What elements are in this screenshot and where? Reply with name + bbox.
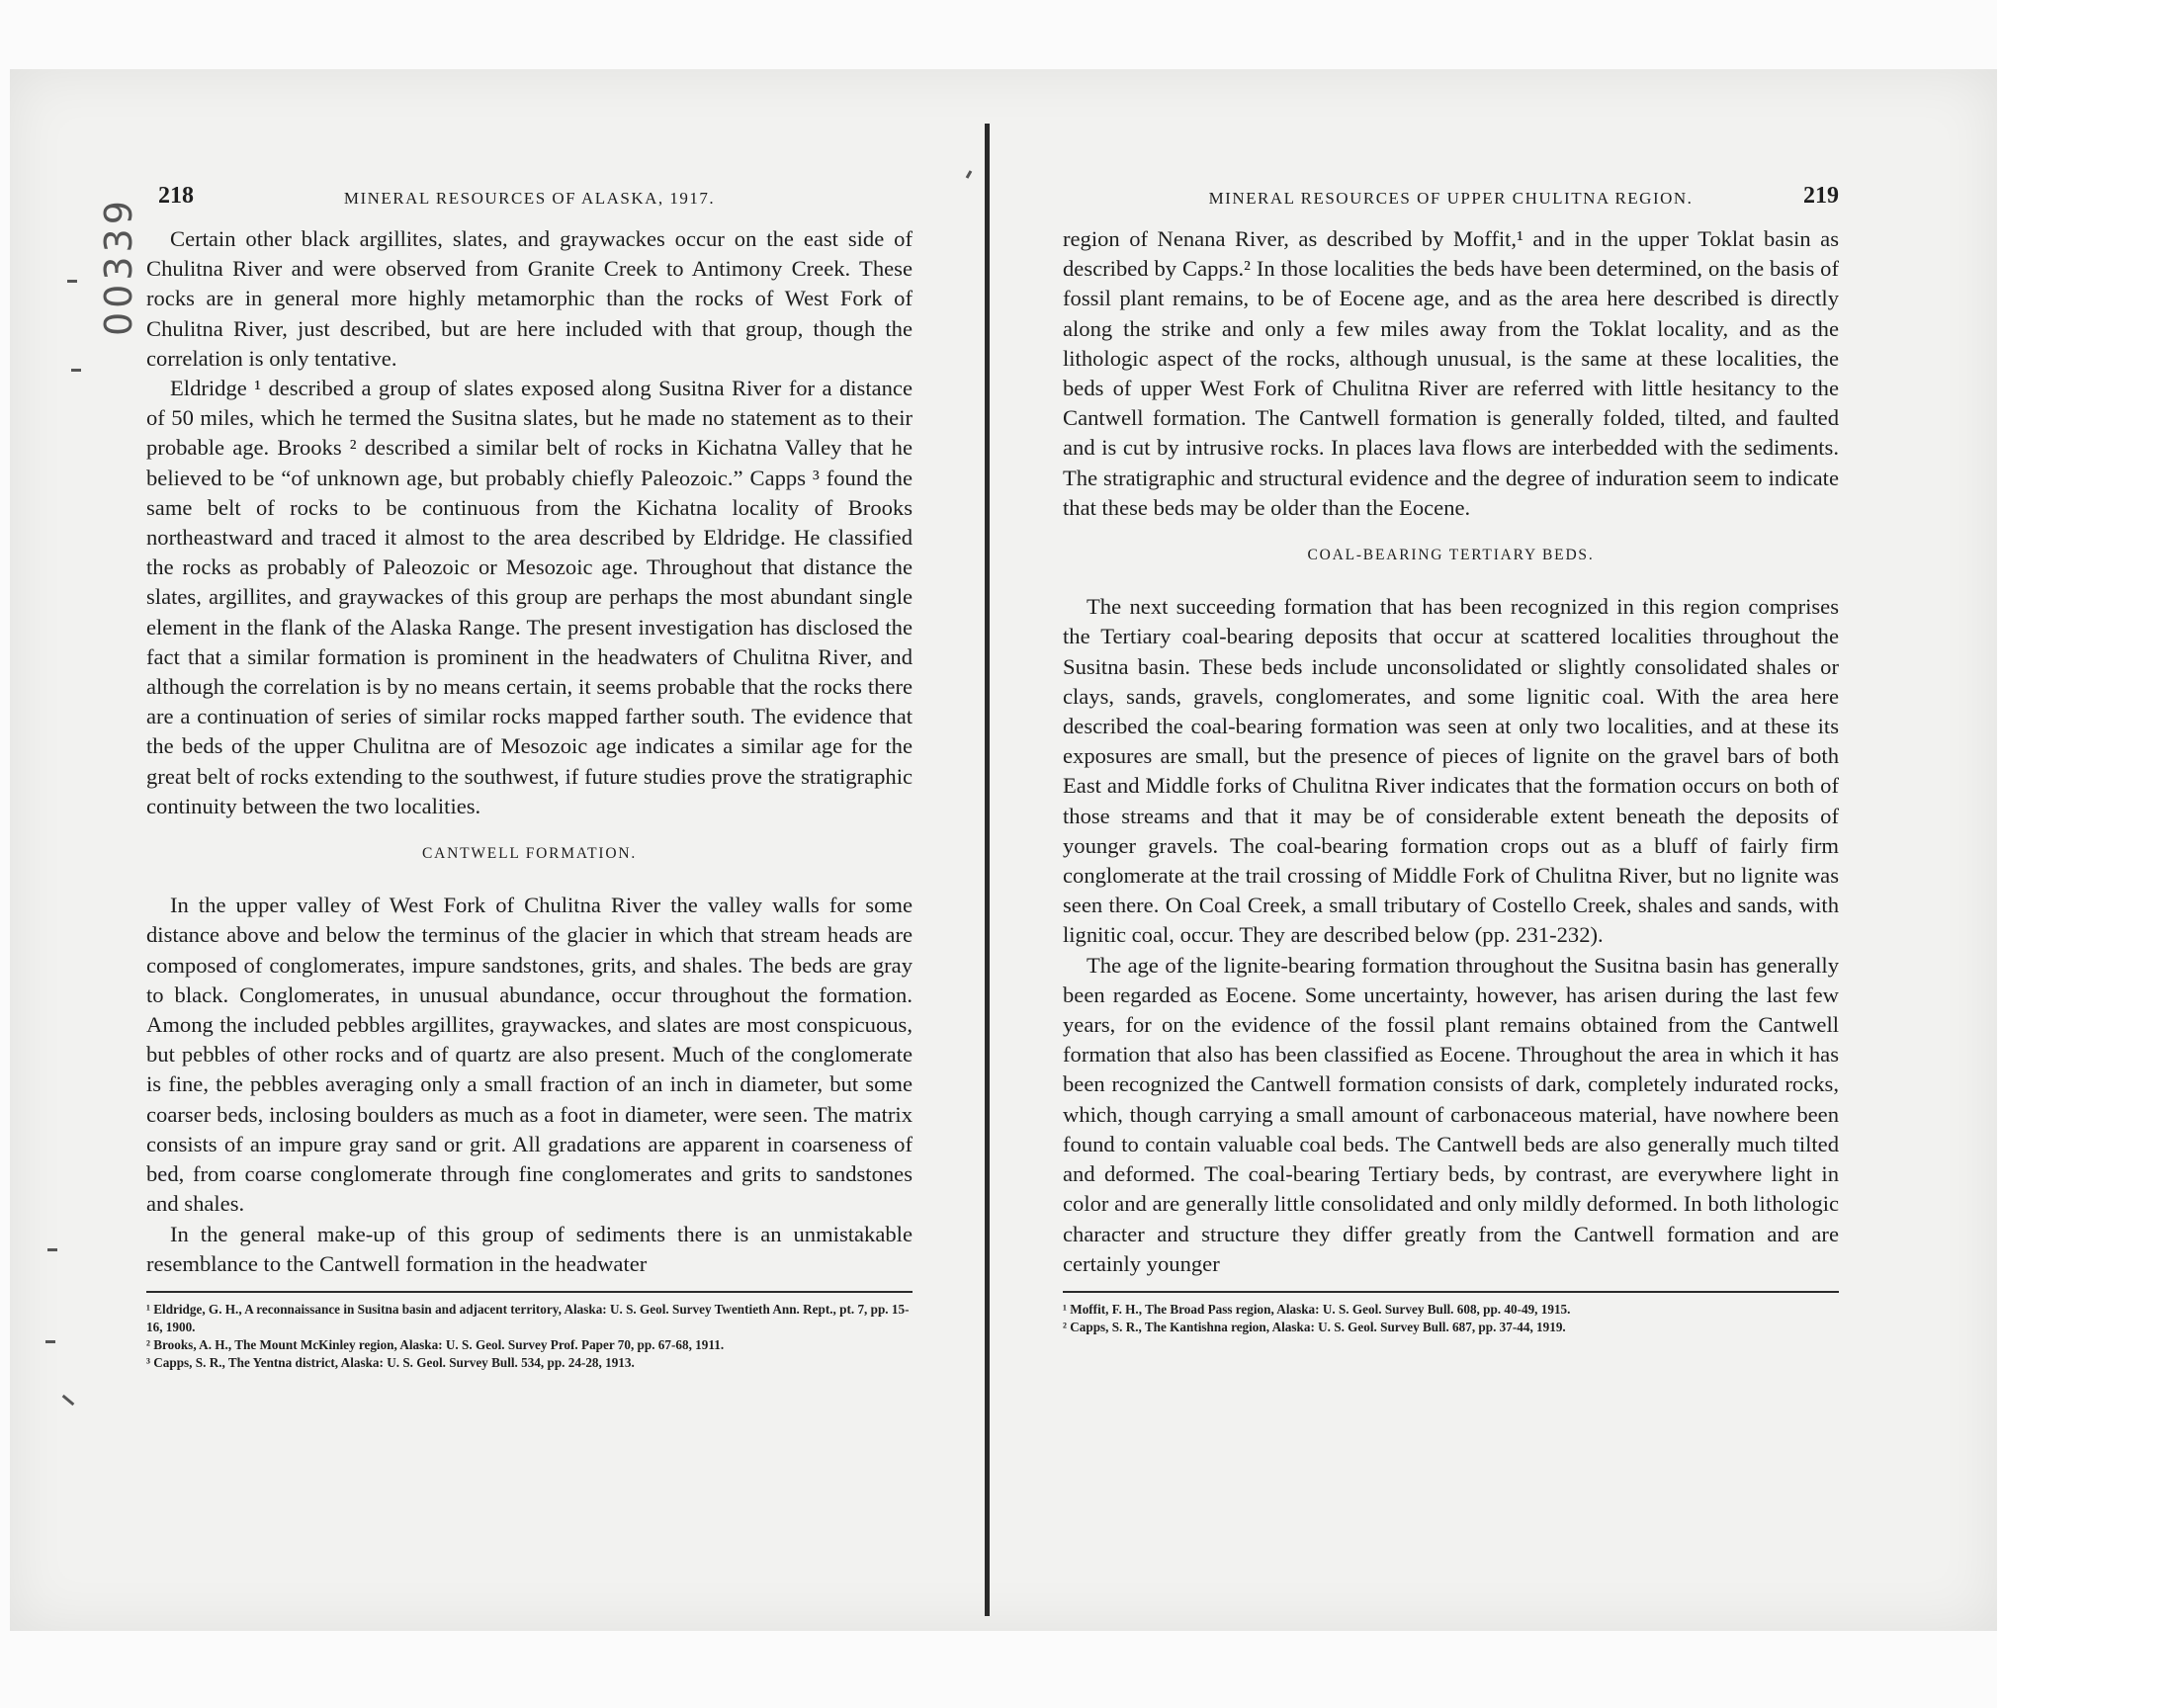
paragraph: Eldridge ¹ described a group of slates exposed along Susitna River for a distance of 50 miles, which he termed the Susitna slates, but he made no statement as to their probable age. Brooks ² described a similar belt of rocks in Kichatna Valley that he believed to be “of unknown age, but probably chiefly Paleozoic.” Capps ³ found the same belt of rocks to be continuous from the Kichatna locality of Brooks northeastward and traced it almost to the area described by Eldridge. He classified the rocks as probably of Paleozoic or Mesozoic age. Throughout that distance the slates, argillites, and graywackes of this group are perhaps the most abundant single element in the flank of the Alaska Range. The present investigation has disclosed the fact that a similar formation is prominent in the headwaters of Chulitna River, and although the correlation is by no means certain, it seems probable that the rocks there are a continuation of series of similar rocks mapped farther south. The evidence that the beds of the upper Chulitna are of Mesozoic age indicates a similar age for the great belt of rocks extending to the southwest, if future studies prove the stratigraphic continuity between the two localities. — [146, 376, 913, 818]
paragraph: region of Nenana River, as described by Moffit,¹ and in the upper Toklat basin as described by Capps.² In those localities the beds have been determined, on the basis of fossil plant remains, to be of Eocene age, and as the area here described is directly along the strike and only a few miles away from the Toklat locality, and as the lithologic aspect of the rocks, although unusual, is the same at these localities, the beds of upper West Fork of Chulitna River are referred with little hesitancy to the Cantwell formation. The Cantwell formation is generally folded, tilted, and faulted and is cut by intrusive rocks. In places lava flows are interbedded with the sediments. The stratigraphic and structural evidence and the degree of induration seem to indicate that these beds may be older than the Eocene. — [1063, 226, 1839, 520]
paragraph: The next succeeding formation that has been recognized in this region comprises the Tertiary coal-bearing deposits that occur at scattered localities throughout the Susitna basin. These beds include unconsolidated or slightly consolidated shales or clays, sands, gravels, conglomerates, and some lignitic coal. With the area here described the coal-bearing formation was seen at only two localities, and at these its exposures are small, but the presence of pieces of lignite on the gravel bars of both East and Middle forks of Chulitna River indicates that the formation occurs on both of those streams and that it may be of considerable extent beneath the deposits of younger gravels. The coal-bearing formation crops out as a bluff of fairly firm conglomerate at the trail crossing of Middle Fork of Chulitna River, but no lignite was seen there. On Coal Creek, a small tributary of Costello Creek, shales and sands, with lignitic coal, occur. They are described below (pp. 231-232). — [1063, 594, 1839, 948]
margin-mark — [67, 280, 77, 283]
footnote: ¹ Eldridge, G. H., A reconnaissance in Susitna basin and adjacent territory, Alaska: U. S. Geol. Survey Twentieth Ann. Rept., pt. 7, pp. 15-16, 1900. — [146, 1301, 910, 1334]
margin-mark — [45, 1340, 55, 1343]
footnote: ¹ Moffit, F. H., The Broad Pass region, Alaska: U. S. Geol. Survey Bull. 608, pp. 40-49, 1915. — [1063, 1301, 1571, 1317]
left-page — [146, 183, 913, 1372]
page-number: 219 — [1803, 183, 1839, 209]
footnote: ² Capps, S. R., The Kantishna region, Alaska: U. S. Geol. Survey Bull. 687, pp. 37-44, 1919. — [1063, 1319, 1566, 1334]
paragraph: Certain other black argillites, slates, and graywackes occur on the east side of Chulitna River and were observed from Granite Creek to Antimony Creek. These rocks are in general more highly metamorphic than the rocks of West Fork of Chulitna River, just described, but are here included with that group, though the correlation is only tentative. — [146, 226, 913, 371]
margin-stamp: 00339 — [97, 197, 140, 336]
section-heading: CANTWELL FORMATION. — [421, 845, 638, 863]
footnote: ² Brooks, A. H., The Mount McKinley region, Alaska: U. S. Geol. Survey Prof. Paper 70, pp. 67-68, 1911. — [146, 1336, 725, 1352]
paragraph: In the general make-up of this group of sediments there is an unmistakable resemblance to the Cantwell formation in the headwater — [146, 1221, 913, 1276]
paragraph: The age of the lignite-bearing formation throughout the Susitna basin has generally been regarded as Eocene. Some uncertainty, however, has arisen during the last few years, for on the evidence of the fossil plant remains obtained from the Cantwell formation that also has been classified as Eocene. Throughout the area in which it has been recognized the Cantwell formation consists of dark, completely indurated rocks, which, though carrying a small amount of carbonaceous material, have nowhere been found to contain valuable coal beds. The Cantwell beds are also generally much tilted and deformed. The coal-bearing Tertiary beds, by contrast, are everywhere light in color and are generally little consolidated and only mildly deformed. In both lithologic character and structure they differ greatly from the Cantwell formation and are certainly younger — [1063, 952, 1839, 1276]
running-head — [146, 183, 913, 222]
running-head-title: MINERAL RESOURCES OF UPPER CHULITNA REGION. — [1208, 189, 1694, 208]
margin-mark — [71, 369, 81, 372]
footnotes — [1063, 1291, 1839, 1336]
footnotes — [146, 1291, 913, 1372]
page-number: 218 — [158, 183, 194, 209]
book-gutter — [985, 124, 990, 1616]
running-head — [1063, 183, 1839, 222]
body-text — [146, 224, 913, 1279]
running-head-title: MINERAL RESOURCES OF ALASKA, 1917. — [343, 189, 716, 208]
right-page — [1063, 183, 1839, 1336]
footnote: ³ Capps, S. R., The Yentna district, Alaska: U. S. Geol. Survey Bull. 534, pp. 24-28, 1913. — [146, 1354, 635, 1370]
body-text — [1063, 224, 1839, 1279]
section-heading: COAL-BEARING TERTIARY BEDS. — [1307, 547, 1595, 564]
paragraph: In the upper valley of West Fork of Chulitna River the valley walls for some distance above and below the terminus of the glacier in which that stream heads are composed of conglomerates, impure sandstones, grits, and shales. The beds are gray to black. Conglomerates, in unusual abundance, occur throughout the formation. Among the included pebbles argillites, graywackes, and slates are most conspicuous, but pebbles of other rocks and of quartz are also present. Much of the conglomerate is fine, the pebbles averaging only a small fraction of an inch in diameter, but some coarser beds, inclosing boulders as much as a foot in diameter, were seen. The matrix consists of an impure gray sand or grit. All gradations are apparent in coarseness of bed, from coarse conglomerate through fine conglomerates and grits to sandstones and shales. — [146, 893, 913, 1217]
scan-margin-right — [1997, 0, 2175, 1708]
margin-mark — [47, 1248, 57, 1251]
